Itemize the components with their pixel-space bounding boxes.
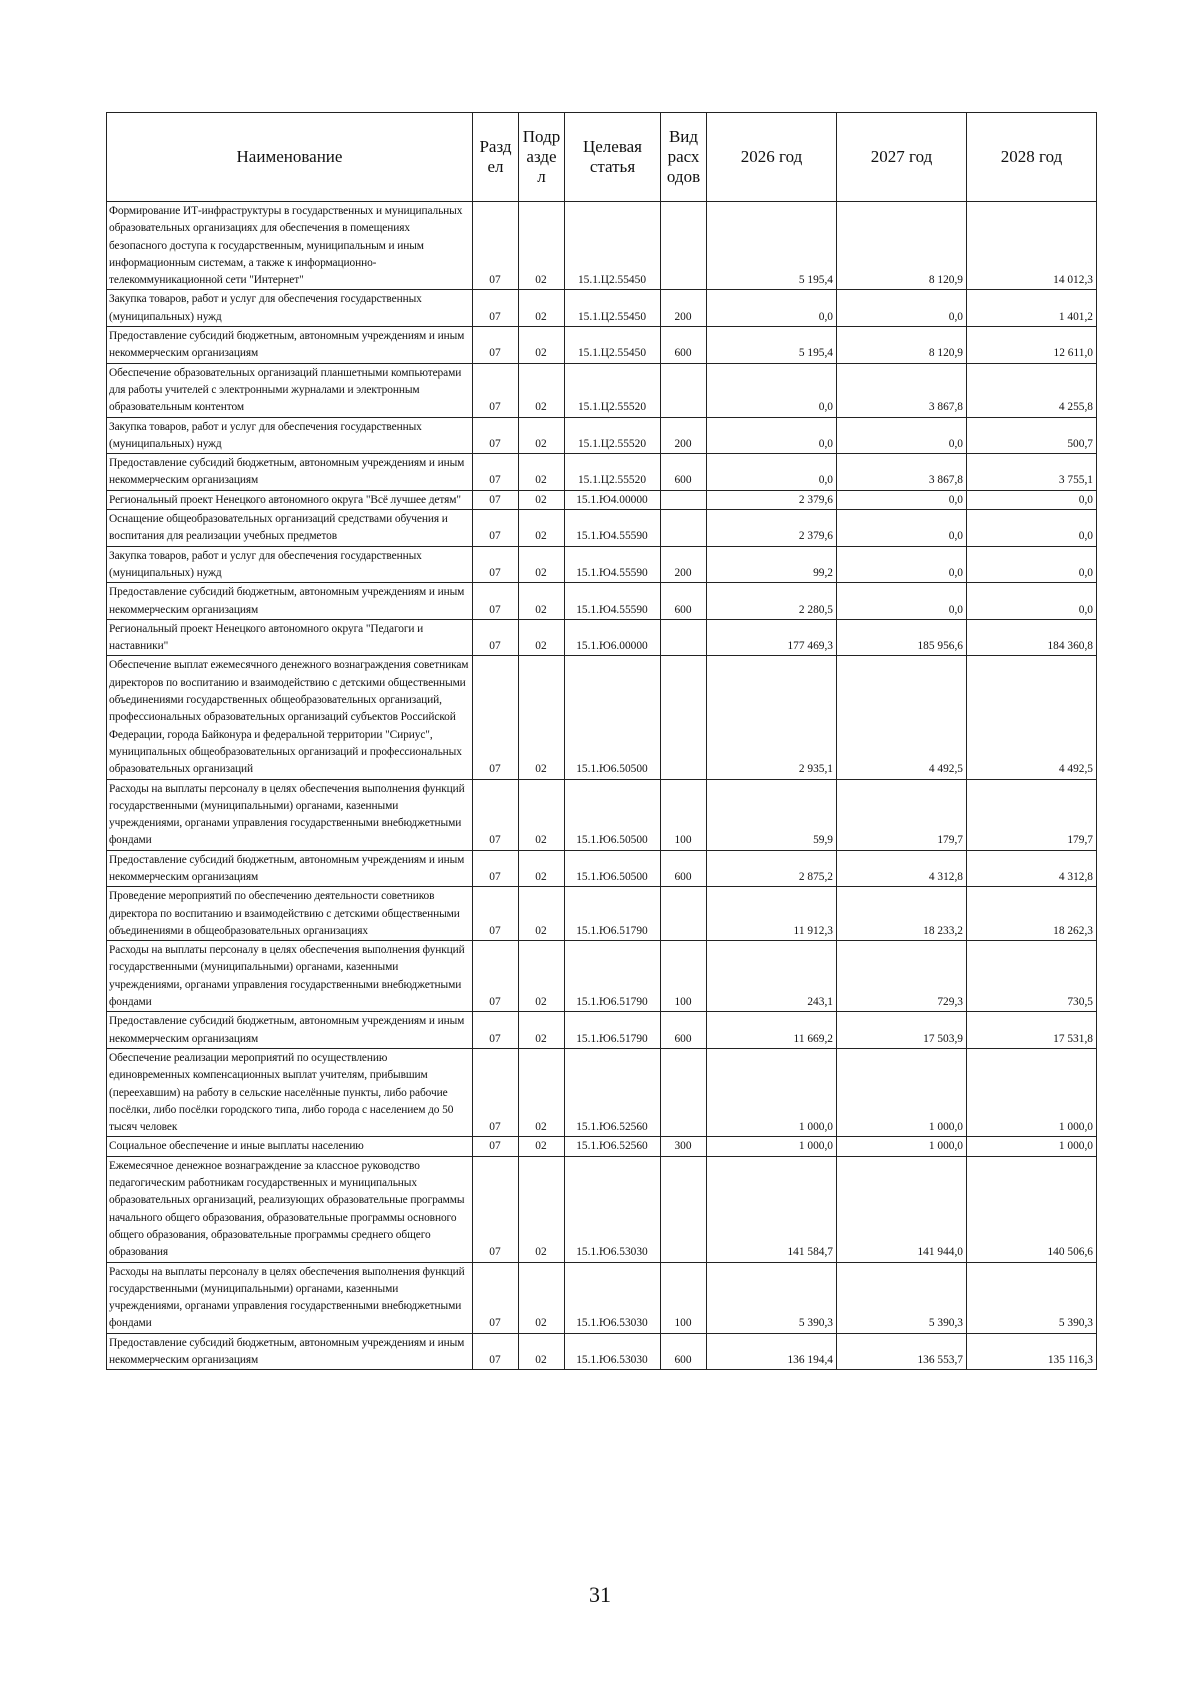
cell-section: 07 bbox=[473, 941, 519, 1012]
cell-expense-type: 600 bbox=[661, 1012, 707, 1049]
cell-subsection: 02 bbox=[519, 1012, 565, 1049]
header-name: Наименование bbox=[107, 113, 473, 202]
cell-2027: 136 553,7 bbox=[837, 1333, 967, 1370]
header-2028: 2028 год bbox=[967, 113, 1097, 202]
cell-2027: 0,0 bbox=[837, 546, 967, 583]
cell-2026: 11 912,3 bbox=[707, 887, 837, 941]
cell-expense-type: 200 bbox=[661, 290, 707, 327]
table-row bbox=[107, 1333, 1097, 1370]
cell-2028: 0,0 bbox=[967, 546, 1097, 583]
cell-name: Предоставление субсидий бюджетным, автономным учреждениям и иным некоммерческим организациям bbox=[107, 1012, 473, 1049]
cell-name: Оснащение общеобразовательных организаций средствами обучения и воспитания для реализации учебных предметов bbox=[107, 510, 473, 547]
cell-name: Закупка товаров, работ и услуг для обеспечения государственных (муниципальных) нужд bbox=[107, 417, 473, 454]
cell-name: Расходы на выплаты персоналу в целях обеспечения выполнения функций государственными (муниципальными) органами, казенными учреждениями, органами управления государственными внебюджетными фондами bbox=[107, 1262, 473, 1333]
table-row bbox=[107, 887, 1097, 941]
cell-target: 15.1.Ю4.55590 bbox=[565, 546, 661, 583]
cell-name: Предоставление субсидий бюджетным, автономным учреждениям и иным некоммерческим организациям bbox=[107, 583, 473, 620]
cell-2026: 11 669,2 bbox=[707, 1012, 837, 1049]
cell-2027: 17 503,9 bbox=[837, 1012, 967, 1049]
cell-expense-type: 600 bbox=[661, 1333, 707, 1370]
cell-name: Обеспечение выплат ежемесячного денежного вознаграждения советникам директоров по воспитанию и взаимодействию с детскими общественными объединениями государственных общеобразовательных организаций, профессиональных образовательных организаций субъектов Российской Федерации, города Байконура и федеральной территории "Сириус", муниципальных общеобразовательных организаций и профессиональных образовательных организаций bbox=[107, 656, 473, 779]
cell-2027: 8 120,9 bbox=[837, 327, 967, 364]
cell-2027: 8 120,9 bbox=[837, 202, 967, 290]
cell-target: 15.1.Ю6.53030 bbox=[565, 1156, 661, 1262]
cell-subsection: 02 bbox=[519, 887, 565, 941]
cell-2026: 5 390,3 bbox=[707, 1262, 837, 1333]
cell-target: 15.1.Ц2.55520 bbox=[565, 363, 661, 417]
cell-name: Закупка товаров, работ и услуг для обеспечения государственных (муниципальных) нужд bbox=[107, 546, 473, 583]
cell-expense-type bbox=[661, 490, 707, 509]
cell-subsection: 02 bbox=[519, 546, 565, 583]
cell-target: 15.1.Ю6.51790 bbox=[565, 1012, 661, 1049]
cell-subsection: 02 bbox=[519, 1048, 565, 1136]
cell-target: 15.1.Ю6.53030 bbox=[565, 1333, 661, 1370]
table-row bbox=[107, 417, 1097, 454]
table-row bbox=[107, 327, 1097, 364]
cell-subsection: 02 bbox=[519, 490, 565, 509]
cell-subsection: 02 bbox=[519, 1333, 565, 1370]
cell-name: Региональный проект Ненецкого автономного округа "Педагоги и наставники" bbox=[107, 619, 473, 656]
cell-section: 07 bbox=[473, 1048, 519, 1136]
cell-2027: 0,0 bbox=[837, 583, 967, 620]
header-2026: 2026 год bbox=[707, 113, 837, 202]
cell-subsection: 02 bbox=[519, 1137, 565, 1156]
cell-target: 15.1.Ю6.53030 bbox=[565, 1262, 661, 1333]
table-header bbox=[107, 113, 1097, 202]
cell-target: 15.1.Ю4.55590 bbox=[565, 583, 661, 620]
cell-name: Предоставление субсидий бюджетным, автономным учреждениям и иным некоммерческим организациям bbox=[107, 327, 473, 364]
cell-2027: 4 492,5 bbox=[837, 656, 967, 779]
cell-2026: 5 195,4 bbox=[707, 202, 837, 290]
cell-expense-type: 600 bbox=[661, 454, 707, 491]
cell-section: 07 bbox=[473, 1012, 519, 1049]
cell-2026: 2 379,6 bbox=[707, 490, 837, 509]
cell-expense-type: 100 bbox=[661, 1262, 707, 1333]
cell-expense-type bbox=[661, 619, 707, 656]
cell-subsection: 02 bbox=[519, 290, 565, 327]
cell-target: 15.1.Ц2.55450 bbox=[565, 290, 661, 327]
cell-subsection: 02 bbox=[519, 327, 565, 364]
cell-expense-type bbox=[661, 1156, 707, 1262]
cell-subsection: 02 bbox=[519, 1156, 565, 1262]
cell-2026: 1 000,0 bbox=[707, 1048, 837, 1136]
cell-target: 15.1.Ю6.00000 bbox=[565, 619, 661, 656]
cell-expense-type bbox=[661, 656, 707, 779]
cell-2026: 177 469,3 bbox=[707, 619, 837, 656]
table-row bbox=[107, 1156, 1097, 1262]
cell-subsection: 02 bbox=[519, 454, 565, 491]
cell-name: Ежемесячное денежное вознаграждение за классное руководство педагогическим работникам государственных и муниципальных образовательных организаций, реализующих образовательные программы начального общего образования, образовательные программы основного общего образования, образовательные программы среднего общего образования bbox=[107, 1156, 473, 1262]
table-row bbox=[107, 619, 1097, 656]
cell-expense-type bbox=[661, 1048, 707, 1136]
cell-section: 07 bbox=[473, 1137, 519, 1156]
cell-2028: 500,7 bbox=[967, 417, 1097, 454]
cell-2027: 185 956,6 bbox=[837, 619, 967, 656]
cell-2026: 2 935,1 bbox=[707, 656, 837, 779]
cell-2027: 3 867,8 bbox=[837, 363, 967, 417]
cell-2028: 179,7 bbox=[967, 779, 1097, 850]
cell-name: Региональный проект Ненецкого автономного округа "Всё лучшее детям" bbox=[107, 490, 473, 509]
cell-2026: 243,1 bbox=[707, 941, 837, 1012]
cell-name: Обеспечение реализации мероприятий по осуществлению единовременных компенсационных выплат учителям, прибывшим (переехавшим) на работу в сельские населённые пункты, либо рабочие посёлки, либо посёлки городского типа, либо города с населением до 50 тысяч человек bbox=[107, 1048, 473, 1136]
cell-section: 07 bbox=[473, 1262, 519, 1333]
cell-2028: 4 255,8 bbox=[967, 363, 1097, 417]
cell-name: Социальное обеспечение и иные выплаты населению bbox=[107, 1137, 473, 1156]
cell-expense-type: 100 bbox=[661, 779, 707, 850]
cell-2027: 179,7 bbox=[837, 779, 967, 850]
table-row bbox=[107, 1137, 1097, 1156]
cell-name: Закупка товаров, работ и услуг для обеспечения государственных (муниципальных) нужд bbox=[107, 290, 473, 327]
cell-2028: 12 611,0 bbox=[967, 327, 1097, 364]
cell-expense-type: 600 bbox=[661, 327, 707, 364]
cell-expense-type bbox=[661, 510, 707, 547]
cell-2028: 4 492,5 bbox=[967, 656, 1097, 779]
cell-target: 15.1.Ю6.51790 bbox=[565, 941, 661, 1012]
table-row bbox=[107, 779, 1097, 850]
table-body bbox=[107, 202, 1097, 1370]
cell-2027: 0,0 bbox=[837, 290, 967, 327]
cell-section: 07 bbox=[473, 327, 519, 364]
cell-target: 15.1.Ю6.52560 bbox=[565, 1048, 661, 1136]
cell-subsection: 02 bbox=[519, 941, 565, 1012]
cell-2026: 5 195,4 bbox=[707, 327, 837, 364]
cell-section: 07 bbox=[473, 1156, 519, 1262]
cell-2027: 18 233,2 bbox=[837, 887, 967, 941]
table-row bbox=[107, 290, 1097, 327]
cell-target: 15.1.Ц2.55520 bbox=[565, 417, 661, 454]
cell-2028: 4 312,8 bbox=[967, 850, 1097, 887]
cell-subsection: 02 bbox=[519, 850, 565, 887]
page-number: 31 bbox=[589, 1582, 611, 1607]
table-row bbox=[107, 202, 1097, 290]
cell-subsection: 02 bbox=[519, 363, 565, 417]
cell-section: 07 bbox=[473, 510, 519, 547]
cell-section: 07 bbox=[473, 583, 519, 620]
cell-name: Расходы на выплаты персоналу в целях обеспечения выполнения функций государственными (муниципальными) органами, казенными учреждениями, органами управления государственными внебюджетными фондами bbox=[107, 779, 473, 850]
cell-2028: 140 506,6 bbox=[967, 1156, 1097, 1262]
table-row bbox=[107, 850, 1097, 887]
cell-2026: 136 194,4 bbox=[707, 1333, 837, 1370]
cell-section: 07 bbox=[473, 546, 519, 583]
cell-2028: 135 116,3 bbox=[967, 1333, 1097, 1370]
cell-section: 07 bbox=[473, 454, 519, 491]
budget-table bbox=[106, 112, 1097, 1370]
cell-2026: 141 584,7 bbox=[707, 1156, 837, 1262]
cell-2026: 0,0 bbox=[707, 417, 837, 454]
cell-expense-type bbox=[661, 887, 707, 941]
cell-2028: 0,0 bbox=[967, 490, 1097, 509]
cell-subsection: 02 bbox=[519, 779, 565, 850]
cell-expense-type: 600 bbox=[661, 850, 707, 887]
cell-2028: 14 012,3 bbox=[967, 202, 1097, 290]
cell-2026: 2 379,6 bbox=[707, 510, 837, 547]
cell-section: 07 bbox=[473, 619, 519, 656]
cell-2027: 0,0 bbox=[837, 490, 967, 509]
table-row bbox=[107, 490, 1097, 509]
cell-section: 07 bbox=[473, 290, 519, 327]
cell-2027: 141 944,0 bbox=[837, 1156, 967, 1262]
cell-2026: 2 280,5 bbox=[707, 583, 837, 620]
cell-2028: 1 401,2 bbox=[967, 290, 1097, 327]
cell-name: Предоставление субсидий бюджетным, автономным учреждениям и иным некоммерческим организациям bbox=[107, 850, 473, 887]
cell-2027: 3 867,8 bbox=[837, 454, 967, 491]
cell-2027: 0,0 bbox=[837, 510, 967, 547]
cell-section: 07 bbox=[473, 850, 519, 887]
header-expense-type: Вид расх одов bbox=[661, 113, 707, 202]
cell-2028: 18 262,3 bbox=[967, 887, 1097, 941]
cell-name: Предоставление субсидий бюджетным, автономным учреждениям и иным некоммерческим организациям bbox=[107, 454, 473, 491]
cell-expense-type: 200 bbox=[661, 417, 707, 454]
cell-expense-type: 100 bbox=[661, 941, 707, 1012]
cell-2026: 99,2 bbox=[707, 546, 837, 583]
cell-expense-type bbox=[661, 363, 707, 417]
cell-section: 07 bbox=[473, 656, 519, 779]
cell-2028: 0,0 bbox=[967, 583, 1097, 620]
table-row bbox=[107, 941, 1097, 1012]
table-row bbox=[107, 546, 1097, 583]
table-row bbox=[107, 1048, 1097, 1136]
cell-2026: 1 000,0 bbox=[707, 1137, 837, 1156]
cell-target: 15.1.Ю6.50500 bbox=[565, 656, 661, 779]
cell-2028: 5 390,3 bbox=[967, 1262, 1097, 1333]
cell-name: Предоставление субсидий бюджетным, автономным учреждениям и иным некоммерческим организациям bbox=[107, 1333, 473, 1370]
cell-section: 07 bbox=[473, 887, 519, 941]
cell-expense-type: 600 bbox=[661, 583, 707, 620]
cell-expense-type: 200 bbox=[661, 546, 707, 583]
cell-section: 07 bbox=[473, 490, 519, 509]
cell-target: 15.1.Ю4.00000 bbox=[565, 490, 661, 509]
cell-2027: 0,0 bbox=[837, 417, 967, 454]
cell-2027: 1 000,0 bbox=[837, 1137, 967, 1156]
cell-subsection: 02 bbox=[519, 656, 565, 779]
cell-2026: 0,0 bbox=[707, 363, 837, 417]
cell-subsection: 02 bbox=[519, 510, 565, 547]
cell-2028: 1 000,0 bbox=[967, 1048, 1097, 1136]
table-row bbox=[107, 363, 1097, 417]
cell-name: Обеспечение образовательных организаций планшетными компьютерами для работы учителей с электронными журналами и электронным образовательным контентом bbox=[107, 363, 473, 417]
table-row bbox=[107, 454, 1097, 491]
cell-target: 15.1.Ю4.55590 bbox=[565, 510, 661, 547]
cell-subsection: 02 bbox=[519, 202, 565, 290]
cell-section: 07 bbox=[473, 1333, 519, 1370]
cell-subsection: 02 bbox=[519, 619, 565, 656]
cell-2028: 184 360,8 bbox=[967, 619, 1097, 656]
cell-2027: 5 390,3 bbox=[837, 1262, 967, 1333]
table-row bbox=[107, 583, 1097, 620]
cell-subsection: 02 bbox=[519, 1262, 565, 1333]
cell-expense-type: 300 bbox=[661, 1137, 707, 1156]
cell-name: Проведение мероприятий по обеспечению деятельности советников директора по воспитанию и взаимодействию с детскими общественными объединениями в общеобразовательных организациях bbox=[107, 887, 473, 941]
cell-2028: 1 000,0 bbox=[967, 1137, 1097, 1156]
cell-2026: 59,9 bbox=[707, 779, 837, 850]
cell-target: 15.1.Ю6.50500 bbox=[565, 850, 661, 887]
header-2027: 2027 год bbox=[837, 113, 967, 202]
cell-2028: 0,0 bbox=[967, 510, 1097, 547]
cell-subsection: 02 bbox=[519, 583, 565, 620]
cell-expense-type bbox=[661, 202, 707, 290]
table-row bbox=[107, 656, 1097, 779]
table-row bbox=[107, 510, 1097, 547]
header-section: Разд ел bbox=[473, 113, 519, 202]
header-row bbox=[107, 113, 1097, 202]
cell-2027: 729,3 bbox=[837, 941, 967, 1012]
cell-section: 07 bbox=[473, 779, 519, 850]
cell-2026: 2 875,2 bbox=[707, 850, 837, 887]
header-target: Целевая статья bbox=[565, 113, 661, 202]
cell-name: Расходы на выплаты персоналу в целях обеспечения выполнения функций государственными (муниципальными) органами, казенными учреждениями, органами управления государственными внебюджетными фондами bbox=[107, 941, 473, 1012]
cell-2028: 17 531,8 bbox=[967, 1012, 1097, 1049]
cell-2028: 3 755,1 bbox=[967, 454, 1097, 491]
header-subsection: Подр азде л bbox=[519, 113, 565, 202]
cell-2028: 730,5 bbox=[967, 941, 1097, 1012]
cell-2026: 0,0 bbox=[707, 290, 837, 327]
cell-2027: 1 000,0 bbox=[837, 1048, 967, 1136]
table-row bbox=[107, 1262, 1097, 1333]
cell-target: 15.1.Ю6.50500 bbox=[565, 779, 661, 850]
cell-target: 15.1.Ю6.51790 bbox=[565, 887, 661, 941]
cell-name: Формирование ИТ-инфраструктуры в государственных и муниципальных образовательных организациях для обеспечения в помещениях безопасного доступа к государственным, муниципальным и иным информационным системам, а также к информационно-телекоммуникационной сети "Интернет" bbox=[107, 202, 473, 290]
cell-target: 15.1.Ц2.55450 bbox=[565, 202, 661, 290]
cell-2027: 4 312,8 bbox=[837, 850, 967, 887]
cell-subsection: 02 bbox=[519, 417, 565, 454]
table-row bbox=[107, 1012, 1097, 1049]
cell-target: 15.1.Ю6.52560 bbox=[565, 1137, 661, 1156]
cell-target: 15.1.Ц2.55520 bbox=[565, 454, 661, 491]
cell-2026: 0,0 bbox=[707, 454, 837, 491]
cell-section: 07 bbox=[473, 363, 519, 417]
cell-section: 07 bbox=[473, 202, 519, 290]
cell-target: 15.1.Ц2.55450 bbox=[565, 327, 661, 364]
cell-section: 07 bbox=[473, 417, 519, 454]
